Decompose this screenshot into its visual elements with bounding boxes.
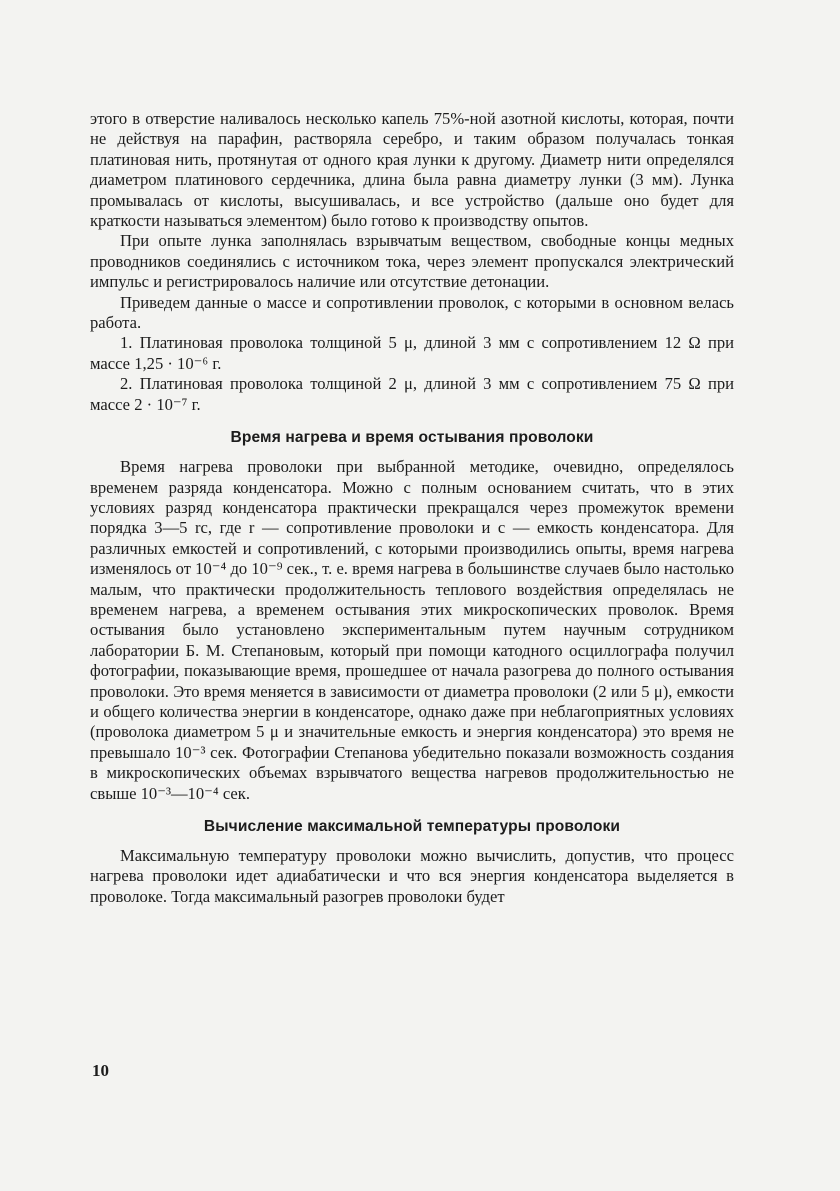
data-intro-paragraph: Приведем данные о массе и сопротивлении проволок, с которыми в основном велась работа. (90, 292, 734, 333)
experiment-paragraph: При опыте лунка заполнялась взрывчатым веществом, свободные концы медных проводников соединялись с источником тока, через элемент пропускался электрический импульс и регистрировалось наличие или отсутствие детонации. (90, 231, 734, 292)
wire-item-2: 2. Платиновая проволока толщиной 2 μ, длиной 3 мм с сопротивлением 75 Ω при массе 2 · 10⁻⁷ г. (90, 374, 734, 414)
max-temperature-paragraph: Максимальную температуру проволоки можно вычислить, допустив, что процесс нагрева проволоки идет адиабатически и что вся энергия конденсатора выделяется в проволоке. Тогда максимальный разогрев проволоки будет (90, 846, 734, 906)
intro-paragraph: этого в отверстие наливалось несколько капель 75%-ной азотной кислоты, которая, почти не действуя на парафин, растворяла серебро, и таким образом получалась тонкая платиновая нить, протянутая от одного края лунки к другому. Диаметр нити определялся диаметром платинового сердечника, длина была равна диаметру лунки (3 мм). Лунка промывалась от кислоты, высушивалась, и все устройство (дальше оно будет для краткости называться элементом) было готово к производству опытов. (90, 109, 734, 231)
section-heading-heating-cooling: Время нагрева и время остывания проволоки (230, 429, 594, 447)
wire-item-1: 1. Платиновая проволока толщиной 5 μ, длиной 3 мм с сопротивлением 12 Ω при массе 1,25 · 10⁻⁶ г. (90, 333, 734, 373)
section-heading-max-temperature: Вычисление максимальной температуры проволоки (203, 818, 621, 835)
heating-cooling-paragraph: Время нагрева проволоки при выбранной методике, очевидно, определялось временем разряда конденсатора. Можно с полным основанием считать, что в этих условиях разряд конденсатора практически прекращался через промежуток времени порядка 3—5 rc, где r — сопротивление проволоки и c — емкость конденсатора. Для различных емкостей и сопротивлений, с которыми производились опыты, время нагрева изменялось от 10⁻⁴ до 10⁻⁹ сек., т. е. время нагрева в большинстве случаев было настолько малым, что практически продолжительность теплового воздействия определялась не временем нагрева, а временем остывания этих микроскопических проволок. Время остывания было установлено экспериментальным путем научным сотрудником лаборатории Б. М. Степановым, который при помощи катодного осциллографа получил фотографии, показывающие время, прошедшее от начала разогрева до полного остывания проволоки. Это время меняется в зависимости от диаметра проволоки (2 или 5 μ), емкости и общего количества энергии в конденсаторе, однако даже при неблагоприятных условиях (проволока диаметром 5 μ и значительные емкость и энергия конденсатора) это время не превышало 10⁻³ сек. Фотографии Степанова убедительно показали возможность создания в микроскопических объемах взрывчатого вещества нагревов продолжительностью не свыше 10⁻³—10⁻⁴ сек. (90, 457, 734, 803)
page-number: 10 (92, 1061, 109, 1080)
